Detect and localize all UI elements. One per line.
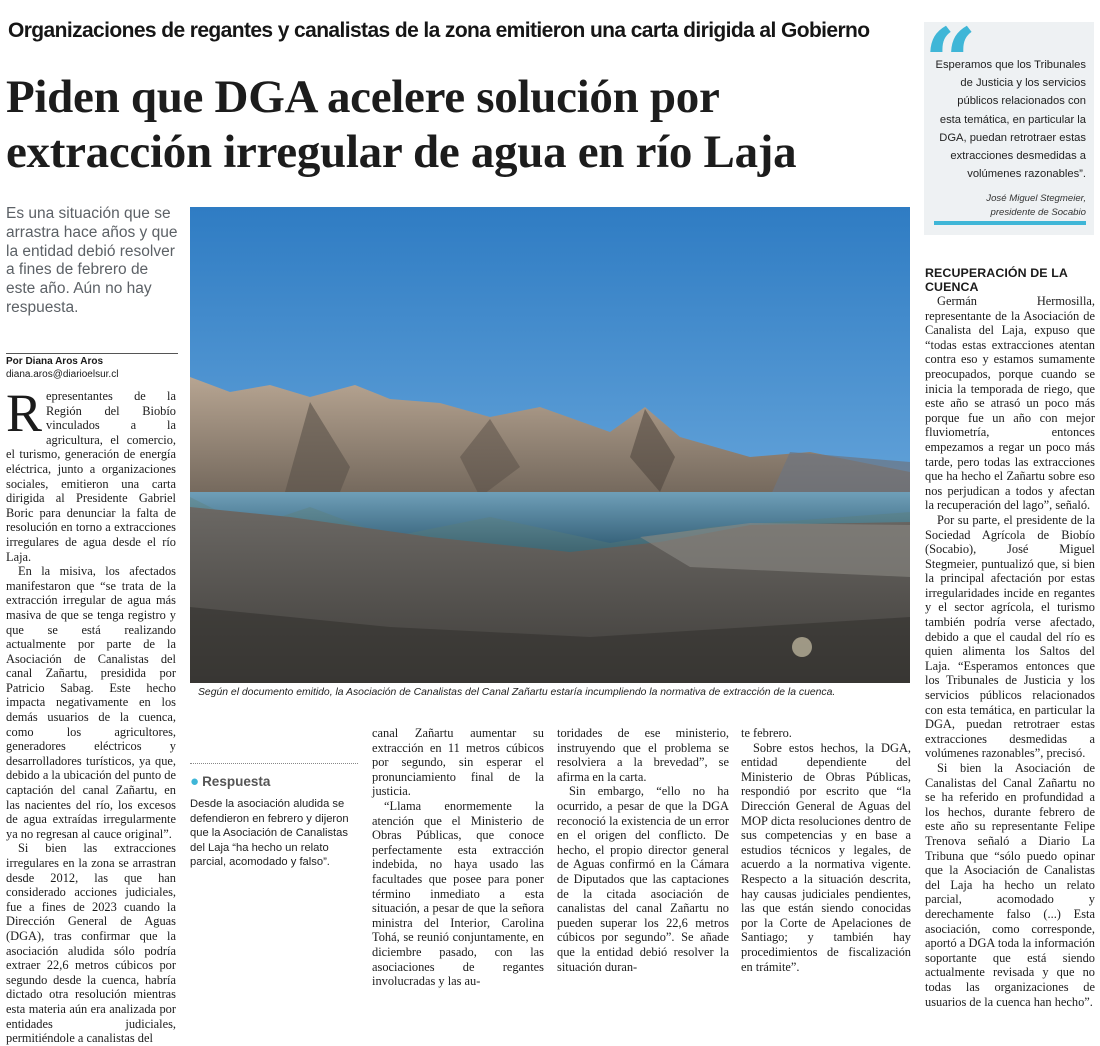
byline [6, 353, 178, 381]
paragraph: te febrero. [741, 726, 792, 740]
paragraph [6, 383, 176, 564]
headline-line-2: extracción irregular de agua en río Laja [6, 126, 797, 178]
byline-author: Por Diana Aros Aros [6, 356, 104, 367]
paragraph: Sobre estos hechos, la DGA, entidad dependiente del Ministerio de Obras Públicas, respondió por escrito que “la Dirección General de Aguas del MOP dicta resoluciones dentro de sus competencias y en base a estudios técnicos y legales, de acuerdo a la normativa vigente. Respecto a la situación descrita, hay causas judiciales pendientes, las que están siendo conocidas por la Corte de Apelaciones de Santiago; y también hay procedimientos de fiscalización en trámite”. [741, 740, 911, 974]
respuesta-box [190, 763, 358, 873]
paragraph: Si bien la Asociación de Canalistas del Canal Zañartu no se ha referido en profundidad a los hechos, durante febrero de este año su representante Felipe Trenova señaló a Diario La Tribuna que “sólo puedo opinar que la Asociación de Canalistas del Laja ha hecho un relato parcial, acomodado y derechamente falso (...) Esta asociación, como corresponde, aportó a DGA toda la información soportante que está siendo actualmente revisada y que no todas las organizaciones de usuarios de la cuenca han hecho”. [925, 761, 1095, 1009]
quote-author-name: José Miguel Stegmeier, [986, 193, 1086, 204]
respuesta-title [190, 773, 358, 790]
bullet-icon: ● [190, 773, 200, 790]
paragraph: Sin embargo, “ello no ha ocurrido, a pesar de que la DGA reconoció la existencia de un error en el origen del conflicto. De hecho, el propio director general de Aguas confirmó en la Cámara de Diputados que las captaciones de la citada asociación de canalistas del canal Zañartu no pueden superar los 22,6 metros cúbicos por segundo”. Se añade que la entidad debió resolver la situación duran- [557, 784, 729, 974]
article-column-1 [6, 383, 176, 1046]
quote-author-role: presidente de Socabio [990, 207, 1086, 218]
article-column-3 [372, 726, 544, 989]
paragraph: Si bien las extracciones irregulares en la zona se arrastran desde 2012, las que han considerado acciones judiciales, fue a fines de 2023 cuando la Dirección General de Aguas (DGA), tras confirmar que la asociación aludida sólo podría extraer 22,6 metros cúbicos por segundo desde la cuenca, habría dictado otra resolución mientras esta materia aún era analizada por entidades judiciales, permitiéndole a canalistas del [6, 841, 176, 1046]
paragraph-text: epresentantes de la Región del Biobío vinculados a la agricultura, el comercio, el turismo, generación de energía eléctrica, junto a organizaciones sociales, emitieron una carta dirigida al Presidente Gabriel Boric para denunciar la falta de resolución en torno a extracciones irregulares de agua desde el río Laja. [6, 389, 176, 564]
respuesta-title-text: Respuesta [202, 774, 271, 789]
divider [190, 763, 358, 764]
paragraph: En la misiva, los afectados manifestaron que “se trata de la extracción irregular de agua más masiva de que se tenga registro y que se está realizando actualmente por parte de la Asociación de Canalistas del canal Zañartu, presidida por Patricio Sabag. Este hecho impacta negativamente en los demás usuarios de la cuenca, como los agricultores, generadores eléctricos y desarrolladores turísticos, ya que, debido a la ubicación del punto de captación del canal Zañartu, en las nacientes del río, los excesos de agua extraídas irregularmente ya no regresan al cauce original”. [6, 564, 176, 841]
kicker: Organizaciones de regantes y canalistas de la zona emitieron una carta dirigida al Gobierno [8, 19, 870, 42]
quote-text: Esperamos que los Tribunales de Justicia y los servicios públicos relacionados con esta temática, en particular la DGA, puedan retrotraer estas extracciones desmedidas a volúmenes razonables”. [935, 59, 1086, 181]
pull-quote [924, 8, 1094, 235]
paragraph: canal Zañartu aumentar su extracción en 11 metros cúbicos por segundo, sin esperar el pronunciamiento final de la justicia. [372, 726, 544, 799]
article-column-5 [741, 726, 911, 974]
headline-line-1: Piden que DGA acelere solución por [6, 71, 720, 123]
article-column-6 [925, 266, 1095, 1009]
article-summary: Es una situación que se arrastra hace años y que la entidad debió resolver a fines de febrero de este año. Aún no hay respuesta. [6, 205, 178, 316]
article-photo [190, 207, 910, 683]
dropcap: R [6, 383, 43, 443]
paragraph: “Llama enormemente la atención que el Ministerio de Obras Públicas, que conoce perfectamente esta extracción indebida, no haya usado las facultades que posee para poner término inmediato a esta situación, a pesar de que la señora ministra del Interior, Carolina Tohá, se reunió conjuntamente, en diciembre pasado, con las asociaciones de regantes involucradas y las au- [372, 798, 544, 989]
byline-email[interactable]: diana.aros@diarioelsur.cl [6, 369, 119, 380]
article-column-4 [557, 726, 729, 974]
headline [6, 70, 911, 180]
paragraph: toridades de ese ministerio, instruyendo que el problema se resolviera a la brevedad”, se afirma en la carta. [557, 726, 729, 784]
section-subhead: RECUPERACIÓN DE LA CUENCA [925, 266, 1068, 294]
quote-mark-icon: “ [924, 8, 977, 116]
photo-caption: Según el documento emitido, la Asociación de Canalistas del Canal Zañartu estaría incumpliendo la normativa de extracción de la cuenca. [198, 687, 836, 698]
respuesta-text: Desde la asociación aludida se defendieron en febrero y dijeron que la Asociación de Canalistas del Laja “ha hecho un relato parcial, acomodado y falso”. [190, 798, 349, 869]
lake-landscape-image [190, 207, 910, 683]
quote-author [931, 192, 1086, 220]
quote-divider [934, 221, 1086, 225]
paragraph: Germán Hermosilla, representante de la Asociación de Canalista del Laja, expuso que “todas estas extracciones atentan contra eso y estamos sumamente preocupados, porque cuando se inicia la temporada de riego, que este año se atrasó un poco más porque fue un año con mejor fluviometría, entonces empezamos a regar un poco más tarde, pero todas las extracciones que ha hecho el Zañartu sobre eso nos perjudican a todos y afectan la recuperación del lago”, señaló. [925, 294, 1095, 513]
paragraph: Por su parte, el presidente de la Sociedad Agrícola de Biobío (Socabio), José Miguel Stegmeier, puntualizó que, si bien la principal afectación por estas irregularidades incide en regantes y el sector agrícola, el turismo también podría verse afectado, debido a que el caudal del río es quien alimenta los Saltos del Laja. “Esperamos entonces que los Tribunales de Justicia y los servicios públicos relacionados con esta temática, en particular la DGA, puedan retrotraer estas extracciones desmedidas a volúmenes razonables”, precisó. [925, 512, 1095, 761]
